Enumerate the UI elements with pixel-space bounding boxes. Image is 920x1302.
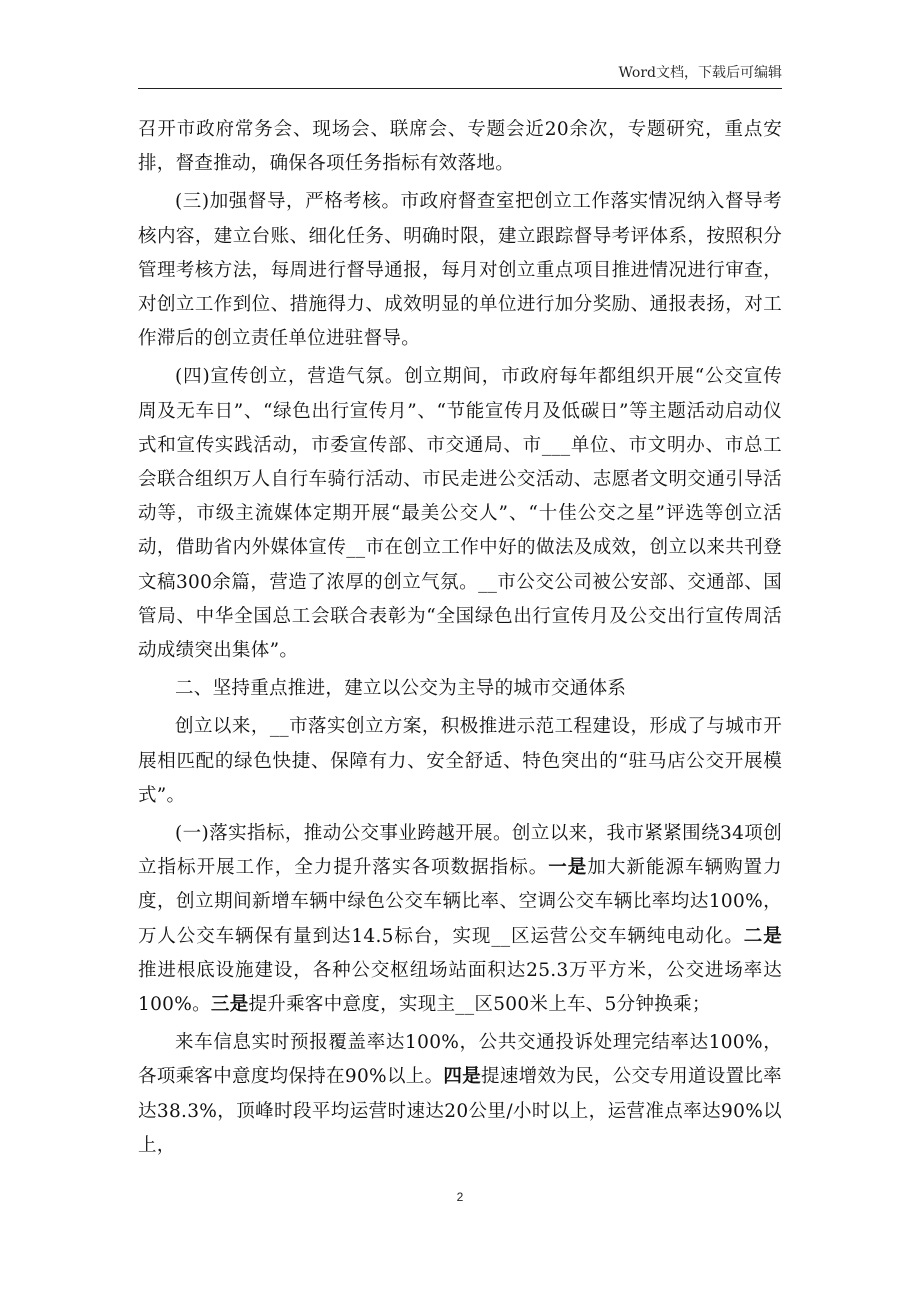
- header-text: Word文档，下载后可编辑: [618, 65, 782, 81]
- page-number: 2: [456, 1190, 464, 1204]
- paragraph: [138, 1026, 782, 1163]
- paragraph-text: 创立以来，__市落实创立方案，积极推进示范工程建设，形成了与城市开展相匹配的绿色快捷、保障有力、安全舒适、特色突出的“驻马店公交开展模式”。: [138, 716, 782, 806]
- bold-marker: 一是: [548, 857, 588, 879]
- paragraph-text: 提升乘客中意度，实现主__区500米上车、5分钟换乘；: [248, 994, 711, 1016]
- page-header: [138, 62, 782, 89]
- section-heading-text: 二、坚持重点推进，建立以公交为主导的城市交通体系: [175, 678, 627, 700]
- bold-marker: 三是: [210, 994, 249, 1016]
- paragraph-text: (一)落实指标，推动公交事业跨越开展。创立以来，我市紧紧围绕34项创立指标开展工作，全力提升落实各项数据指标。: [138, 823, 782, 879]
- paragraph: [138, 113, 782, 181]
- paragraph-text: 加大新能源车辆购置力度，创立期间新增车辆中绿色公交车辆比率、空调公交车辆比率均达100%，万人公交车辆保有量到达14.5标台，实现__区运营公交车辆纯电动化。: [138, 857, 782, 947]
- paragraph-text: 推进根底设施建设，各种公交枢纽场站面积达25.3万平方米，公交进场率达100%。: [138, 959, 782, 1016]
- document-body: [138, 113, 782, 1167]
- bold-marker: 四是: [443, 1066, 482, 1088]
- paragraph: [138, 360, 782, 668]
- paragraph: [138, 185, 782, 356]
- paragraph-text: 提速增效为民，公交专用道设置比率达38.3%，顶峰时段平均运营时速达20公里/小时以上，运营准点率达90%以上，: [138, 1066, 782, 1156]
- section-heading: [138, 672, 782, 706]
- paragraph: [138, 817, 782, 1022]
- paragraph: [138, 710, 782, 813]
- paragraph-text: (三)加强督导，严格考核。市政府督查室把创立工作落实情况纳入督导考核内容，建立台账、细化任务、明确时限，建立跟踪督导考评体系，按照积分管理考核方法，每周进行督导通报，每月对创立重点项目推进情况进行审查，对创立工作到位、措施得力、成效明显的单位进行加分奖励、通报表扬，对工作滞后的创立责任单位进驻督导。: [138, 191, 782, 350]
- page-footer: [0, 1190, 920, 1204]
- paragraph-text: (四)宣传创立，营造气氛。创立期间，市政府每年都组织开展“公交宣传周及无车日”、“绿色出行宣传月”、“节能宣传月及低碳日”等主题活动启动仪式和宣传实践活动，市委宣传部、市交通局、市___单位、市文明办、市总工会联合组织万人自行车骑行活动、市民走进公交活动、志愿者文明交通引导活动等，市级主流媒体定期开展“最美公交人”、“十佳公交之星”评选等创立活动，借助省内外媒体宣传__市在创立工作中好的做法及成效，创立以来共刊登文稿300余篇，营造了浓厚的创立气氛。__市公交公司被公安部、交通部、国管局、中华全国总工会联合表彰为“全国绿色出行宣传月及公交出行宣传周活动成绩突出集体”。: [138, 366, 782, 662]
- paragraph-text: 来车信息实时预报覆盖率达100%，公共交通投诉处理完结率达100%，各项乘客中意度均保持在90%以上。: [138, 1032, 782, 1088]
- bold-marker: 二是: [743, 925, 782, 947]
- paragraph-text: 召开市政府常务会、现场会、联席会、专题会近20余次，专题研究，重点安排，督查推动，确保各项任务指标有效落地。: [138, 119, 782, 175]
